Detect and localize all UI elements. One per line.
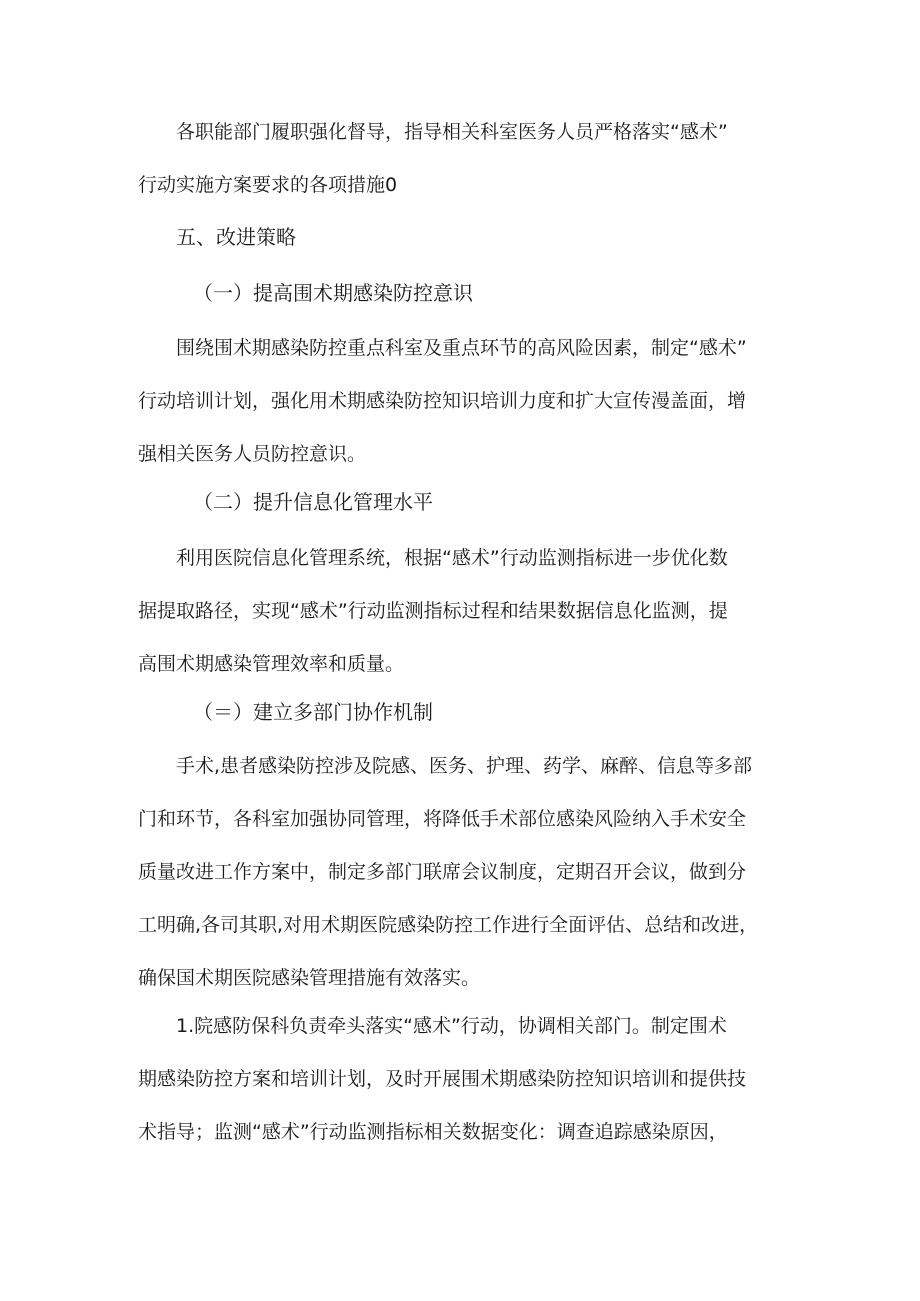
paragraph-line: 强相关医务人员防控意识。 xyxy=(138,443,367,465)
paragraph-line: 行动培训计划，强化用术期感染防控知识培训力度和扩大宣传漫盖面，增 xyxy=(138,390,747,412)
paragraph-line: 期感染防控方案和培训计划，及时开展围术期感染防控知识培训和提供技 xyxy=(138,1068,747,1090)
paragraph-awareness xyxy=(138,322,788,481)
paragraph-line: 围绕围术期感染防控重点科室及重点环节的高风险因素，制定“感术” xyxy=(176,337,747,359)
paragraph-line: 1.院感防保科负责牵头落实“感术”行动，协调相关部门。制定围术 xyxy=(176,1015,727,1037)
paragraph-line: 高围术期感染管理效率和质量。 xyxy=(138,653,405,675)
paragraph-collaboration xyxy=(138,740,788,1005)
paragraph-line: 门和环节，各科室加强协同管理，将降低手术部位感染风险纳入手术安全 xyxy=(138,808,747,830)
paragraph-line: 行动实施方案要求的各项措施0 xyxy=(138,174,398,196)
paragraph-infection-dept xyxy=(138,1000,788,1159)
paragraph-line: 工明确,各司其职,对用术期医院感染防控工作进行全面评估、总结和改进， xyxy=(138,914,759,936)
paragraph-line: 利用医院信息化管理系统，根据“感术”行动监测指标进一步优化数 xyxy=(176,547,728,569)
paragraph-line: 确保国术期医院感染管理措施有效落实。 xyxy=(138,967,481,989)
paragraph-informatization xyxy=(138,532,788,691)
paragraph-supervision xyxy=(138,106,788,212)
paragraph-line: 术指导；监测“感术”行动监测指标相关数据变化：调查追踪感染原因， xyxy=(138,1121,728,1143)
paragraph-line: 质量改进工作方案中，制定多部门联席会议制度，定期召开会议，做到分 xyxy=(138,861,747,883)
subsection-heading-informatization: （二）提升信息化管理水平 xyxy=(193,490,433,514)
subsection-heading-awareness: （一）提高围术期感染防控意识 xyxy=(193,281,473,305)
subsection-heading-collaboration: （＝）建立多部门协作机制 xyxy=(193,700,433,724)
paragraph-line: 手术,患者感染防控涉及院感、医务、护理、药学、麻醉、信息等多部 xyxy=(176,755,753,777)
section-heading-improvement: 五、改进策略 xyxy=(176,225,296,249)
paragraph-line: 各职能部门履职强化督导，指导相关科室医务人员严格落实“感术” xyxy=(176,121,728,143)
paragraph-line: 据提取路径，实现“感术”行动监测指标过程和结果数据信息化监测，提 xyxy=(138,600,728,622)
